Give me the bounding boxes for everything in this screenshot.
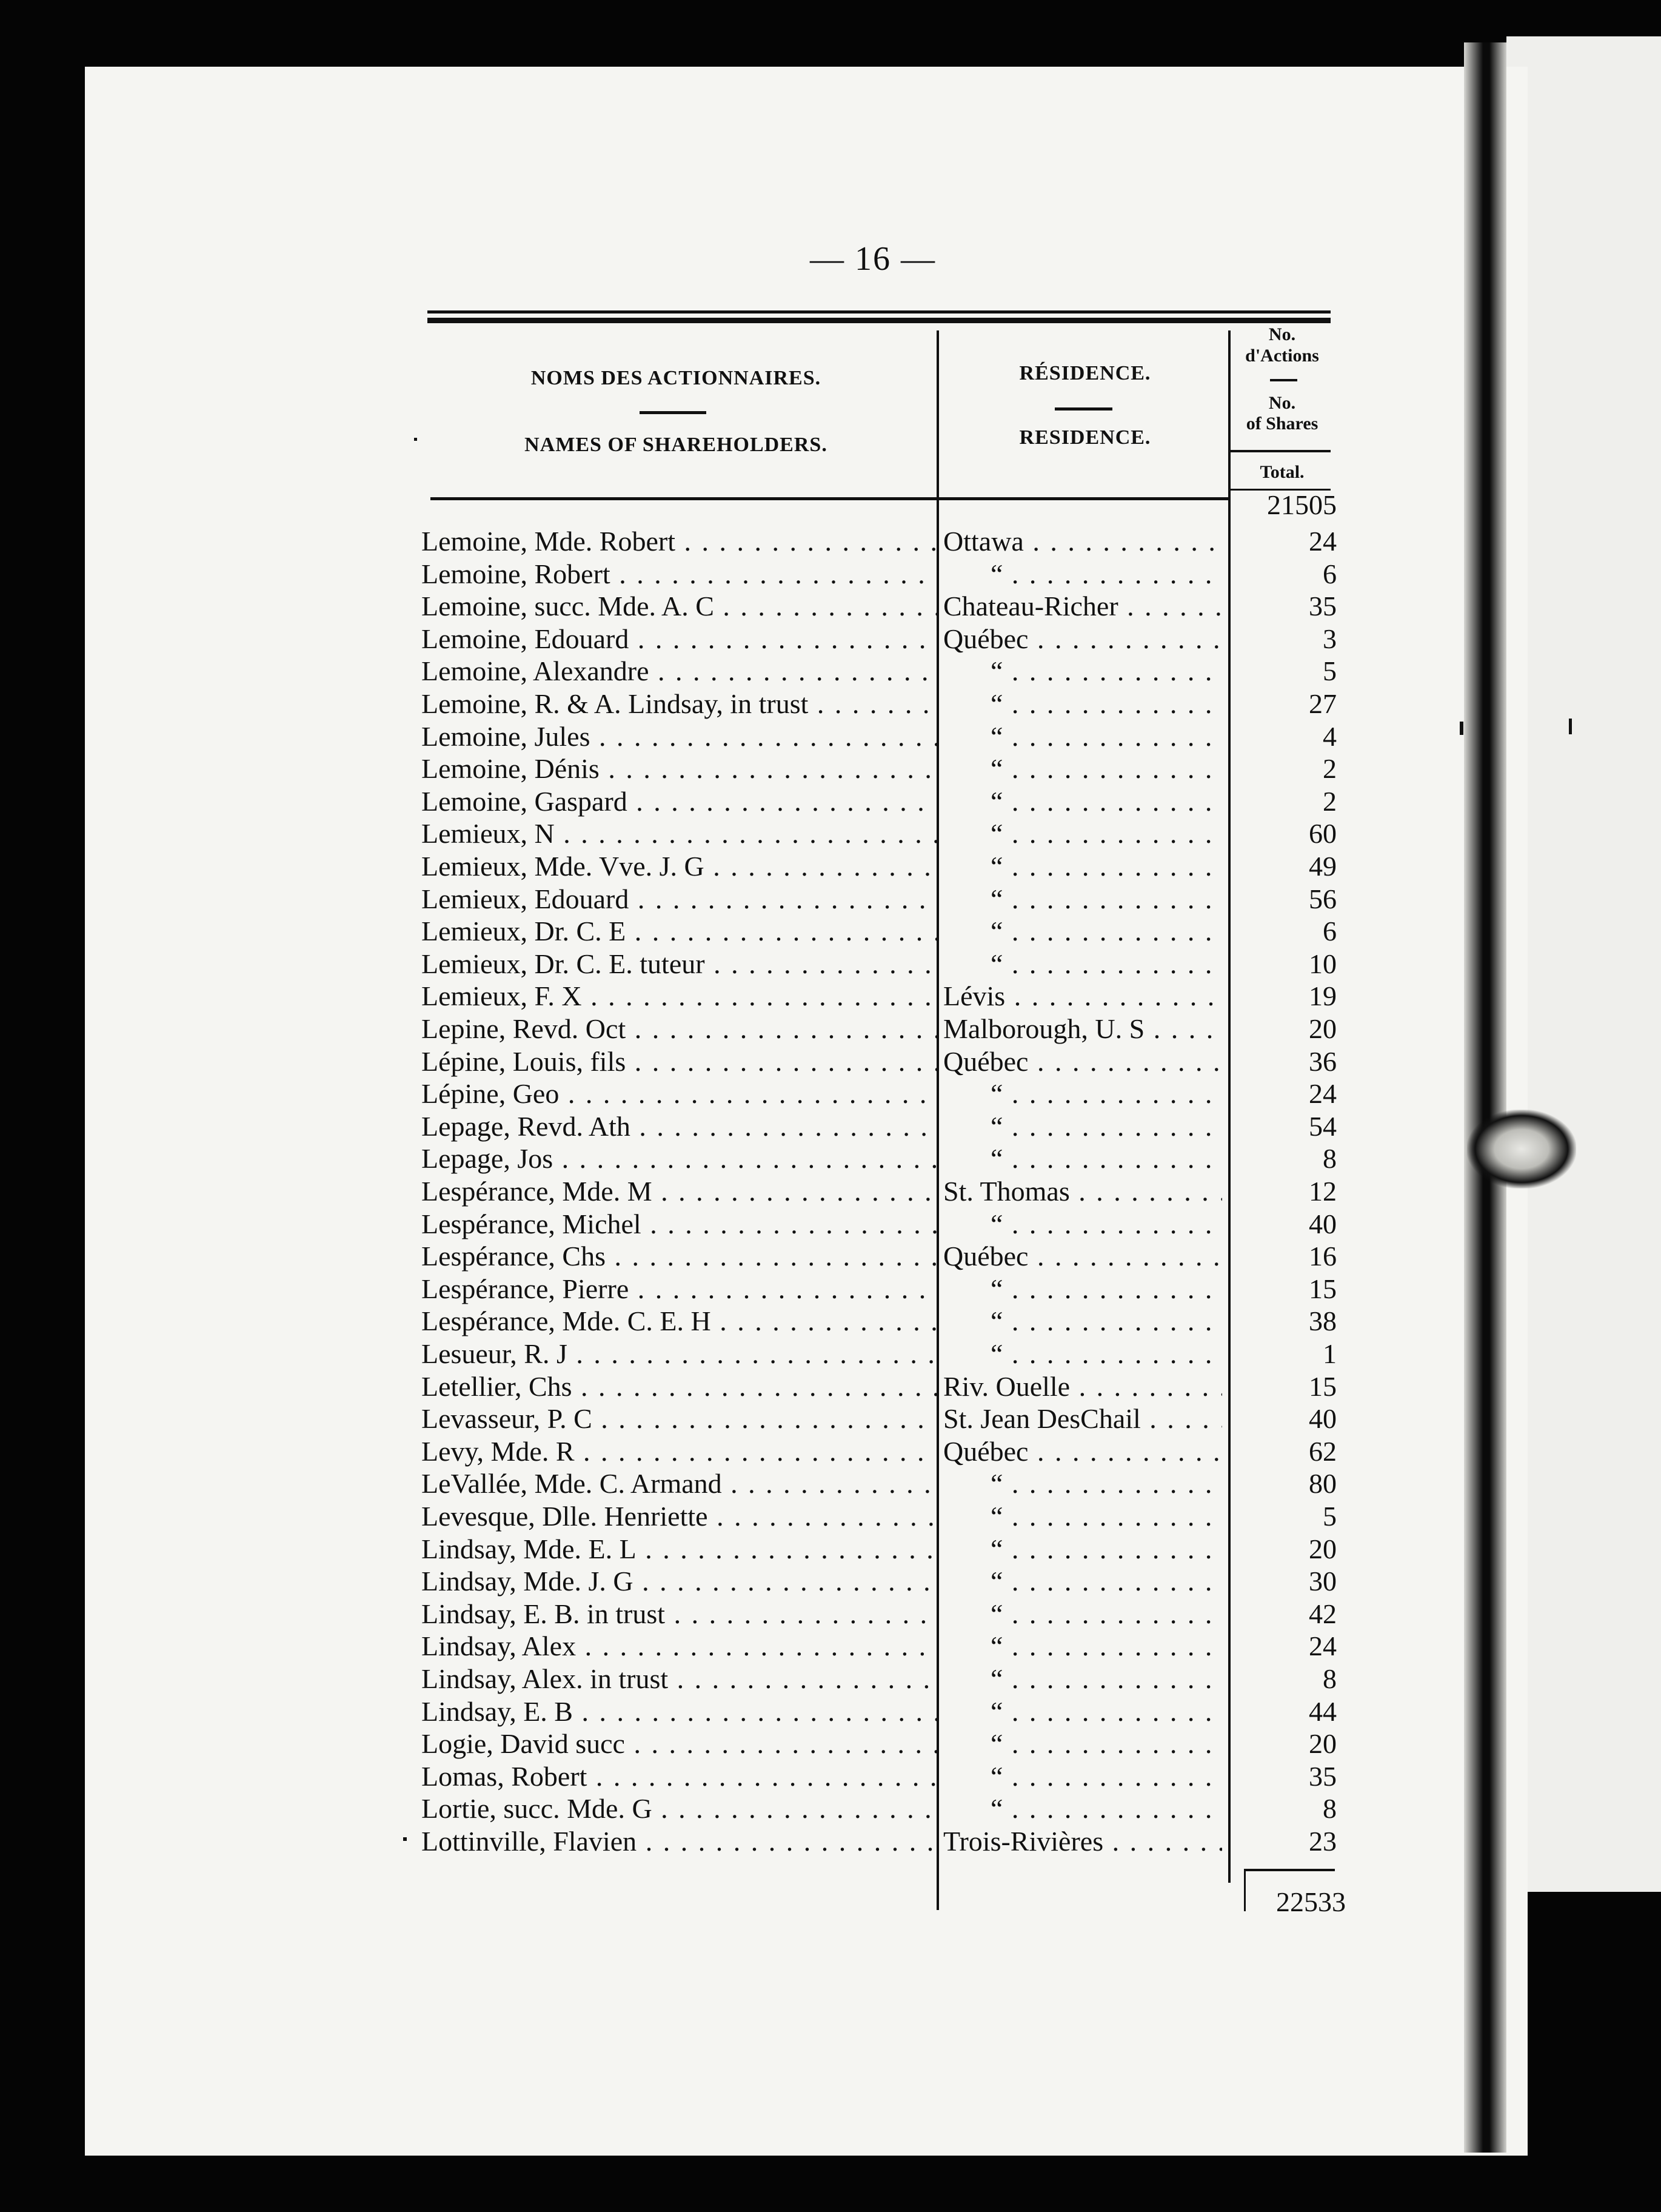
shareholder-name: Lemieux, Dr. C. E. tuteur . . .	[421, 948, 937, 980]
residence: “ . . .	[943, 1273, 1222, 1305]
share-count: 20	[1309, 1013, 1337, 1044]
scan-speck	[1569, 719, 1572, 734]
header-names-fr: NOMS DES ACTIONNAIRES.	[530, 367, 821, 389]
residence: “ . . .	[943, 1760, 1222, 1793]
residence: “ . . .	[943, 915, 1222, 948]
residence: “ . . .	[943, 1305, 1222, 1338]
share-count: 8	[1323, 1143, 1337, 1175]
header-names-dash	[640, 411, 706, 414]
share-count: 24	[1309, 1078, 1337, 1110]
share-count: 12	[1309, 1176, 1337, 1207]
residence: Québec . . .	[943, 623, 1222, 655]
shareholder-name: Lepage, Revd. Ath . . .	[421, 1110, 937, 1143]
share-count: 15	[1309, 1273, 1337, 1304]
table-row	[0, 1013, 1661, 1045]
residence: Trois-Rivières . . .	[943, 1825, 1222, 1858]
table-row	[0, 1825, 1661, 1858]
table-row	[0, 1142, 1661, 1175]
shareholder-name: Lindsay, Alex . . .	[421, 1630, 937, 1663]
share-count: 20	[1309, 1728, 1337, 1760]
table-row	[0, 720, 1661, 753]
table-row	[0, 817, 1661, 850]
header-residence-en: RESIDENCE.	[1019, 426, 1151, 449]
table-row	[0, 752, 1661, 785]
bottom-total-rule	[1244, 1869, 1335, 1871]
residence: Chateau-Richer . . .	[943, 590, 1222, 623]
share-count: 24	[1309, 526, 1337, 557]
share-count: 20	[1309, 1533, 1337, 1564]
share-count: 24	[1309, 1631, 1337, 1662]
table-row	[0, 1370, 1661, 1403]
shareholder-name: Lemoine, Alexandre . . .	[421, 655, 937, 688]
table-row	[0, 1305, 1661, 1338]
residence: “ . . .	[943, 1695, 1222, 1728]
table-row	[0, 525, 1661, 558]
header-top-rule-2	[427, 318, 1331, 323]
residence: “ . . .	[943, 1663, 1222, 1695]
shareholder-name: Lemoine, Edouard . . .	[421, 623, 937, 655]
shareholder-name: Lespérance, Mde. C. E. H . . .	[421, 1305, 937, 1338]
residence: “ . . .	[943, 785, 1222, 818]
residence: Québec . . .	[943, 1435, 1222, 1468]
total-carried-forward: 22533	[1276, 1886, 1346, 1917]
share-count: 80	[1309, 1468, 1337, 1500]
share-count: 35	[1309, 1760, 1337, 1792]
residence: “ . . .	[943, 752, 1222, 785]
residence: Québec . . .	[943, 1240, 1222, 1273]
residence: “ . . .	[943, 1630, 1222, 1663]
residence: Lévis . . .	[943, 980, 1222, 1013]
shareholder-name: Lesueur, R. J . . .	[421, 1338, 937, 1370]
shareholder-name: Lemoine, succ. Mde. A. C . . .	[421, 590, 937, 623]
share-count: 40	[1309, 1208, 1337, 1239]
shareholder-name: Lindsay, Alex. in trust . . .	[421, 1663, 937, 1695]
share-count: 56	[1309, 883, 1337, 914]
shareholder-name: Lespérance, Chs . . .	[421, 1240, 937, 1273]
shareholder-name: Lemoine, Gaspard . . .	[421, 785, 937, 818]
table-row	[0, 980, 1661, 1013]
table-row	[0, 1598, 1661, 1631]
residence: “ . . .	[943, 883, 1222, 916]
header-total-label: Total.	[1260, 462, 1305, 482]
share-count: 6	[1323, 558, 1337, 589]
share-count: 40	[1309, 1403, 1337, 1435]
residence: Malborough, U. S . . .	[943, 1013, 1222, 1045]
table-row	[0, 1565, 1661, 1598]
shareholder-name: Lemieux, F. X . . .	[421, 980, 937, 1013]
table-row	[0, 623, 1661, 655]
table-row	[0, 1240, 1661, 1273]
shareholder-name: Lespérance, Mde. M . . .	[421, 1175, 937, 1208]
total-brought-forward: 21505	[1267, 489, 1337, 520]
share-count: 2	[1323, 753, 1337, 785]
shareholder-name: Lomas, Robert . . .	[421, 1760, 937, 1793]
share-count: 5	[1323, 1501, 1337, 1532]
header-shares-en-1: No.	[1268, 393, 1296, 413]
header-shares-fr-2: d'Actions	[1245, 346, 1319, 366]
residence: “ . . .	[943, 1078, 1222, 1110]
residence: “ . . .	[943, 948, 1222, 980]
residence: “ . . .	[943, 850, 1222, 883]
shareholder-name: Lemoine, Dénis . . .	[421, 752, 937, 785]
share-count: 19	[1309, 980, 1337, 1012]
residence: “ . . .	[943, 1338, 1222, 1370]
shareholder-name: Lemieux, N . . .	[421, 817, 937, 850]
table-row	[0, 1792, 1661, 1825]
residence: “ . . .	[943, 558, 1222, 591]
page-number: — 16 —	[810, 240, 936, 278]
scan-speck	[1460, 722, 1463, 735]
share-count: 62	[1309, 1435, 1337, 1467]
share-count: 36	[1309, 1045, 1337, 1077]
residence: St. Jean DesChail . . .	[943, 1403, 1222, 1435]
share-count: 30	[1309, 1566, 1337, 1597]
table-row	[0, 1728, 1661, 1760]
shareholder-name: Levasseur, P. C . . .	[421, 1403, 937, 1435]
shareholder-name: Lemoine, Mde. Robert . . .	[421, 525, 937, 558]
table-row	[0, 1663, 1661, 1695]
residence: “ . . .	[943, 1728, 1222, 1760]
residence: “ . . .	[943, 1533, 1222, 1566]
header-bottom-rule	[430, 497, 1231, 500]
table-row	[0, 1630, 1661, 1663]
table-row	[0, 1695, 1661, 1728]
residence: “ . . .	[943, 720, 1222, 753]
residence: Ottawa . . .	[943, 525, 1222, 558]
table-row	[0, 1208, 1661, 1241]
share-count: 10	[1309, 948, 1337, 979]
shareholder-name: Lepine, Revd. Oct . . .	[421, 1013, 937, 1045]
residence: “ . . .	[943, 688, 1222, 720]
header-shares-rule	[1231, 450, 1331, 452]
header-top-rule	[427, 310, 1331, 313]
residence: “ . . .	[943, 1142, 1222, 1175]
table-row	[0, 1533, 1661, 1566]
header-shares-fr-1: No.	[1268, 324, 1296, 344]
table-row	[0, 1110, 1661, 1143]
header-residence-dash	[1055, 407, 1112, 411]
table-row	[0, 883, 1661, 916]
shareholder-name: Lemieux, Edouard . . .	[421, 883, 937, 916]
shareholder-name: Lemieux, Dr. C. E . . .	[421, 915, 937, 948]
shareholder-name: Lortie, succ. Mde. G . . .	[421, 1792, 937, 1825]
shareholder-name: Lemoine, Robert . . .	[421, 558, 937, 591]
share-count: 35	[1309, 591, 1337, 622]
residence: “ . . .	[943, 1792, 1222, 1825]
table-row	[0, 1403, 1661, 1435]
shareholder-name: LeVallée, Mde. C. Armand . . .	[421, 1467, 937, 1500]
share-count: 8	[1323, 1663, 1337, 1694]
share-count: 15	[1309, 1370, 1337, 1402]
shareholder-name: Lottinville, Flavien . . .	[421, 1825, 937, 1858]
header-shares-dash	[1270, 379, 1297, 381]
scan-speck	[403, 1837, 407, 1841]
header-names-en: NAMES OF SHAREHOLDERS.	[524, 434, 827, 456]
shareholder-name: Logie, David succ . . .	[421, 1728, 937, 1760]
table-row	[0, 590, 1661, 623]
residence: “ . . .	[943, 1208, 1222, 1241]
share-count: 3	[1323, 623, 1337, 654]
table-row	[0, 1500, 1661, 1533]
table-row	[0, 558, 1661, 591]
shareholder-name: Levesque, Dlle. Henriette . . .	[421, 1500, 937, 1533]
share-count: 23	[1309, 1826, 1337, 1857]
shareholder-name: Lindsay, Mde. E. L . . .	[421, 1533, 937, 1566]
shareholder-name: Lépine, Louis, fils . . .	[421, 1045, 937, 1078]
shareholder-name: Lindsay, Mde. J. G . . .	[421, 1565, 937, 1598]
shareholder-name: Lepage, Jos . . .	[421, 1142, 937, 1175]
share-count: 8	[1323, 1793, 1337, 1825]
share-count: 60	[1309, 818, 1337, 850]
shareholder-name: Lindsay, E. B . . .	[421, 1695, 937, 1728]
residence: St. Thomas . . .	[943, 1175, 1222, 1208]
share-count: 44	[1309, 1695, 1337, 1727]
table-row	[0, 785, 1661, 818]
share-count: 49	[1309, 851, 1337, 882]
table-row	[0, 1760, 1661, 1793]
table-row	[0, 1045, 1661, 1078]
shareholder-name: Lespérance, Michel . . .	[421, 1208, 937, 1241]
header-shares-en-2: of Shares	[1246, 414, 1318, 434]
shareholder-name: Lemoine, Jules . . .	[421, 720, 937, 753]
share-count: 27	[1309, 688, 1337, 719]
shareholder-name: Lemieux, Mde. Vve. J. G . . .	[421, 850, 937, 883]
share-count: 54	[1309, 1110, 1337, 1142]
residence: “ . . .	[943, 1565, 1222, 1598]
residence: Riv. Ouelle . . .	[943, 1370, 1222, 1403]
residence: Québec . . .	[943, 1045, 1222, 1078]
shareholder-name: Lépine, Geo . . .	[421, 1078, 937, 1110]
shareholder-name: Lindsay, E. B. in trust . . .	[421, 1598, 937, 1631]
share-count: 16	[1309, 1241, 1337, 1272]
share-count: 42	[1309, 1598, 1337, 1629]
residence: “ . . .	[943, 1110, 1222, 1143]
share-count: 6	[1323, 916, 1337, 947]
scan-speck	[414, 438, 417, 441]
share-count: 5	[1323, 655, 1337, 687]
header-residence-fr: RÉSIDENCE.	[1019, 362, 1151, 384]
share-count: 4	[1323, 720, 1337, 752]
share-count: 38	[1309, 1305, 1337, 1337]
shareholder-name: Letellier, Chs . . .	[421, 1370, 937, 1403]
residence: “ . . .	[943, 817, 1222, 850]
shareholder-name: Levy, Mde. R . . .	[421, 1435, 937, 1468]
shareholder-name: Lespérance, Pierre . . .	[421, 1273, 937, 1305]
table-row	[0, 655, 1661, 688]
shareholder-name: Lemoine, R. & A. Lindsay, in trust . . .	[421, 688, 937, 720]
table-row	[0, 850, 1661, 883]
table-row	[0, 1435, 1661, 1468]
residence: “ . . .	[943, 1467, 1222, 1500]
share-count: 1	[1323, 1338, 1337, 1369]
residence: “ . . .	[943, 1598, 1222, 1631]
table-row	[0, 1338, 1661, 1370]
table-row	[0, 1175, 1661, 1208]
table-row	[0, 1467, 1661, 1500]
table-row	[0, 915, 1661, 948]
share-count: 2	[1323, 785, 1337, 817]
table-row	[0, 1078, 1661, 1110]
residence: “ . . .	[943, 1500, 1222, 1533]
table-row	[0, 688, 1661, 720]
residence: “ . . .	[943, 655, 1222, 688]
table-row	[0, 1273, 1661, 1305]
table-row	[0, 948, 1661, 980]
